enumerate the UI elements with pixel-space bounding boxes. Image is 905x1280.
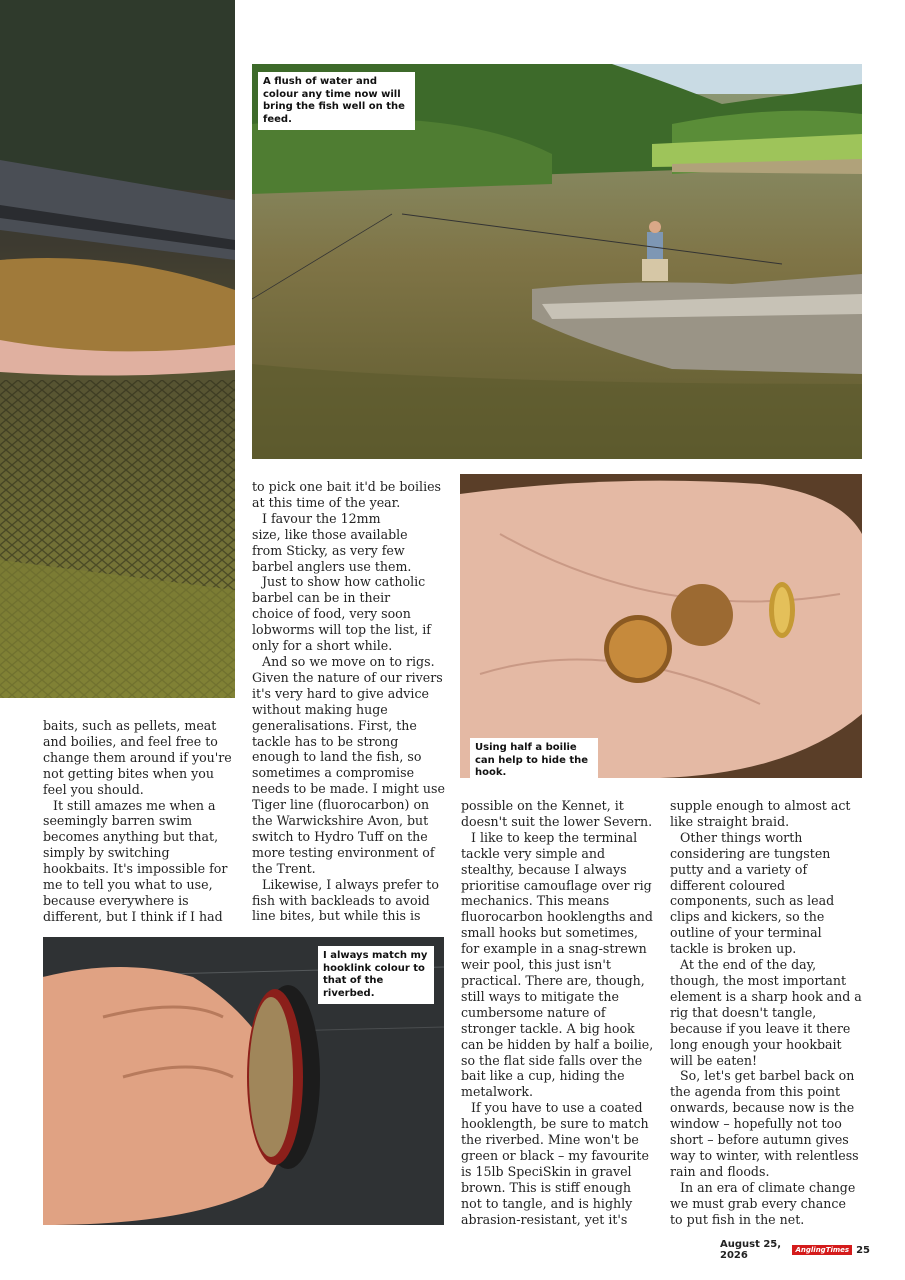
magazine-logo: AnglingTimes	[792, 1245, 852, 1255]
paragraph: If you have to use a coated hooklength, be sure to match the riverbed. Mine won't be green or black – my favourite is 15lb SpeciSkin in gravel brown. This is stiff enough not to tangle, and is highly abrasion-resistant, yet it's	[461, 1100, 649, 1227]
page-footer	[720, 1239, 870, 1261]
article-column-4	[670, 798, 862, 1227]
paragraph: Just to show how catholic barbel can be in their choice of food, very soon lobworms will top the list, if only for a short while.	[252, 574, 431, 654]
paragraph: I like to keep the terminal tackle very simple and stealthy, because I always prioritise camouflage over rig mechanics. This means fluorocarbon hooklengths and small hooks but sometimes, for example in a snag-strewn weir pool, this just isn't practical. There are, though, still ways to mitigate the cumbersome nature of stronger tackle. A big hook can be hidden by half a boilie, so the flat side falls over the bait like a cup, hiding the metalwork.	[461, 829, 654, 1100]
paragraph: to pick one bait it'd be boilies at this time of the year.	[252, 479, 442, 510]
paragraph: In an era of climate change we must grab every chance to put fish in the net.	[670, 1179, 856, 1227]
article-column-2	[252, 479, 447, 924]
barbel-photo	[0, 0, 235, 698]
issue-date: August 25, 2026	[720, 1239, 782, 1261]
paragraph: possible on the Kennet, it doesn't suit the lower Severn.	[461, 798, 653, 829]
article-column-3	[461, 798, 655, 1227]
paragraph: And so we move on to rigs. Given the nature of our rivers it's very hard to give advice without making huge generalisations. First, the tackle has to be strong enough to land the fish, so sometimes a compromise needs to be made. I might use Tiger line (fluorocarbon) on the Warwickshire Avon, but switch to Hydro Tuff on the more testing environment of the Trent.	[252, 653, 445, 876]
paragraph: supple enough to almost act like straight braid.	[670, 798, 851, 829]
paragraph: It still amazes me when a seemingly barren swim becomes anything but that, simply by switching hookbaits. It's impossible for me to tell you what to use, because everywhere is different, but I think if I had	[43, 797, 228, 924]
paragraph: So, let's get barbel back on the agenda from this point onwards, because now is the window – hopefully not too short – before autumn gives way to winter, with relentless rain and floods.	[670, 1068, 859, 1179]
page-number: 25	[856, 1244, 870, 1256]
boilie-photo-caption: Using half a boilie can help to hide the hook.	[470, 738, 598, 784]
article-column-1	[43, 718, 235, 925]
river-photo-caption: A flush of water and colour any time now will bring the fish well on the feed.	[258, 72, 415, 130]
paragraph: I favour the 12mm size, like those available from Sticky, as very few barbel anglers use them.	[252, 510, 412, 574]
boilie-photo	[460, 474, 862, 778]
paragraph: baits, such as pellets, meat and boilies, and feel free to change them around if you're not getting bites when you feel you should.	[43, 718, 232, 797]
paragraph: Other things worth considering are tungsten putty and a variety of different coloured components, such as lead clips and kickers, so the outline of your terminal tackle is broken up.	[670, 829, 835, 957]
paragraph: Likewise, I always prefer to fish with backleads to avoid line bites, but while this is	[252, 876, 439, 924]
paragraph: At the end of the day, though, the most important element is a sharp hook and a rig that doesn't tangle, because if you leave it there long enough your hookbait will be eaten!	[670, 957, 862, 1068]
hooklink-photo-caption: I always match my hooklink colour to that of the riverbed.	[318, 946, 434, 1004]
